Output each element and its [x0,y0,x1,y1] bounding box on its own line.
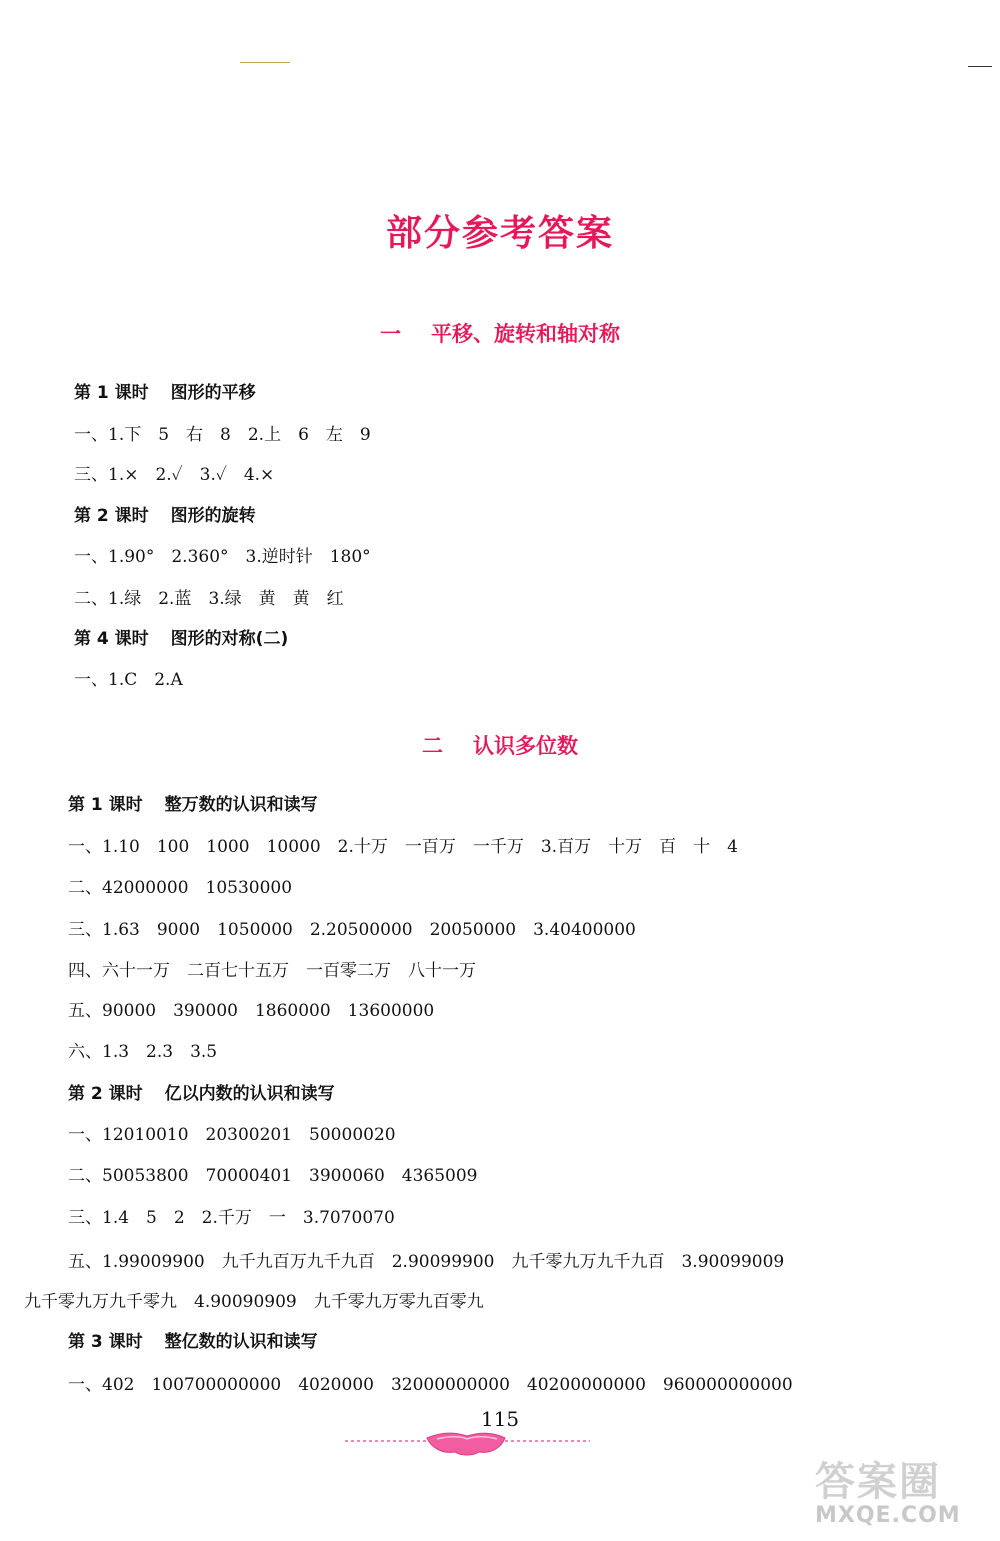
answer-line: 三、1.× 2.✓ 3.✓ 4.× [74,465,275,485]
lesson-label: 第 3 课时 [68,1332,143,1352]
chapter-name: 认识多位数 [473,734,578,758]
lesson-label: 第 4 课时 [74,629,149,649]
top-left-rule [240,62,290,63]
lesson-label: 第 2 课时 [68,1084,143,1104]
answer-line: 一、1.C 2.A [74,670,183,690]
lesson-topic: 图形的对称(二) [170,629,289,649]
answer-line: 二、50053800 70000401 3900060 4365009 [68,1166,478,1186]
lesson-heading [74,501,256,526]
lesson-label: 第 1 课时 [68,795,143,815]
answer-line: 二、42000000 10530000 [68,878,293,898]
watermark-bottom: MXQE.COM [815,1503,961,1528]
top-right-rule [968,66,992,67]
answer-line: 一、1.90° 2.360° 3.逆时针 180° [74,547,371,567]
chapter-heading-2 [0,730,1000,760]
lesson-heading [74,624,288,649]
footer-ornament [345,1430,590,1460]
answer-line: 二、1.绿 2.蓝 3.绿 黄 黄 红 [74,589,344,609]
answer-line: 一、402 100700000000 4020000 32000000000 40200000000 960000000000 [68,1375,793,1395]
lesson-topic: 图形的旋转 [170,506,256,526]
lesson-label: 第 1 课时 [74,383,149,403]
lesson-topic: 图形的平移 [170,383,256,403]
lesson-topic: 整万数的认识和读写 [164,795,318,815]
answer-line: 四、六十一万 二百七十五万 一百零二万 八十一万 [68,961,476,981]
answer-line: 五、1.99009900 九千九百万九千九百 2.90099900 九千零九万九千九百 3.90099009 [68,1252,785,1272]
page-number: 115 [480,1407,520,1431]
lesson-heading [68,1079,335,1104]
chapter-name: 平移、旋转和轴对称 [431,322,620,346]
watermark-top: 答案圈 [815,1459,941,1505]
lesson-heading [68,790,318,815]
lesson-topic: 亿以内数的认识和读写 [164,1084,335,1104]
answer-line: 一、1.下 5 右 8 2.上 6 左 9 [74,425,371,445]
lesson-heading [74,378,256,403]
chapter-heading-1 [0,318,1000,348]
answer-line: 一、1.10 100 1000 10000 2.十万 一百万 一千万 3.百万 十万 百 十 4 [68,837,738,857]
watermark-logo [815,1450,995,1535]
answer-line: 三、1.63 9000 1050000 2.20500000 20050000 3.40400000 [68,920,636,940]
lesson-label: 第 2 课时 [74,506,149,526]
answer-line: 三、1.4 5 2 2.千万 一 3.7070070 [68,1208,395,1228]
answer-line: 九千零九万九千零九 4.90090909 九千零九万零九百零九 [24,1292,484,1312]
chapter-number: 一 [380,322,401,346]
chapter-number: 二 [422,734,443,758]
lesson-topic: 整亿数的认识和读写 [164,1332,318,1352]
answer-line: 一、12010010 20300201 50000020 [68,1125,396,1145]
lesson-heading [68,1327,318,1352]
answer-line: 五、90000 390000 1860000 13600000 [68,1001,435,1021]
answer-line: 六、1.3 2.3 3.5 [68,1042,218,1062]
page-title: 部分参考答案 [385,213,614,254]
